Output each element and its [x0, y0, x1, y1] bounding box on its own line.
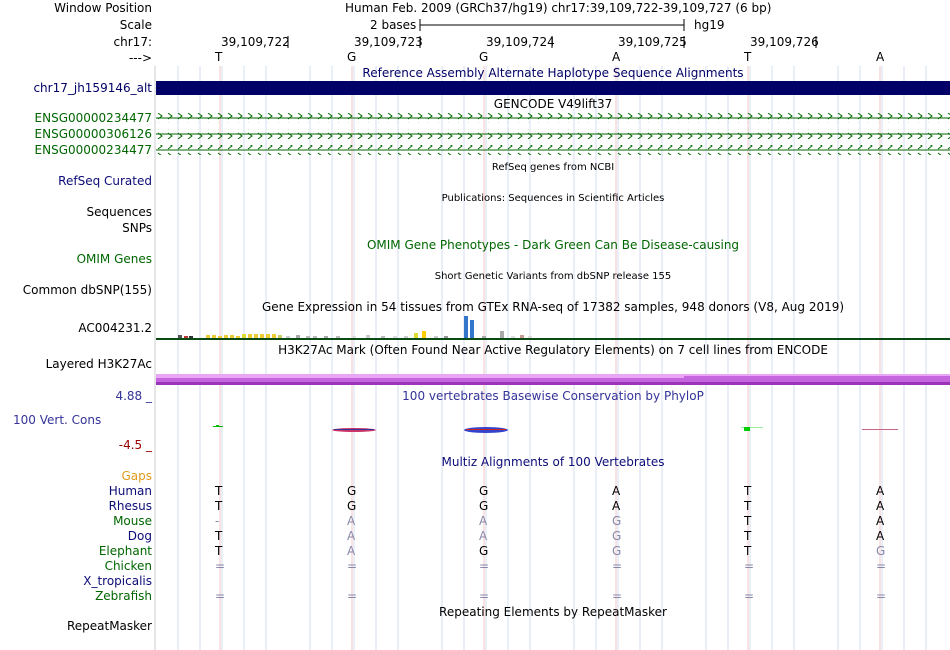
multiz-base: G	[612, 544, 622, 558]
gtex-expression-bars[interactable]	[156, 313, 950, 341]
dbsnp-track-title: Short Genetic Variants from dbSNP release 155	[434, 271, 672, 282]
multiz-base: =	[876, 559, 887, 573]
multiz-base: A	[612, 499, 621, 513]
chrom-label: chr17:	[113, 35, 152, 49]
multiz-base: =	[215, 589, 226, 603]
ref-base-1: T	[215, 50, 223, 64]
multiz-base: =	[347, 589, 358, 603]
multiz-base: =	[479, 589, 490, 603]
ruler-ticks	[0, 35, 950, 49]
publications-snps-label[interactable]: SNPs	[122, 221, 152, 235]
phylop-label[interactable]: 100 Vert. Cons	[13, 413, 102, 427]
ref-base-3: G	[479, 50, 489, 64]
refseq-track-title: RefSeq genes from NCBI	[491, 162, 615, 173]
gencode-item-label-3[interactable]: ENSG00000234477	[34, 143, 152, 157]
h3k27ac-signal[interactable]	[156, 372, 950, 386]
multiz-base: G	[876, 544, 886, 558]
omim-track-title: OMIM Gene Phenotypes - Dark Green Can Be Disease-causing	[366, 238, 740, 252]
gene-line-2	[156, 129, 950, 139]
repeatmasker-track-title: Repeating Elements by RepeatMasker	[439, 605, 667, 619]
multiz-base: A	[347, 529, 356, 543]
multiz-species-label[interactable]: Human	[108, 484, 152, 498]
multiz-base: A	[876, 514, 885, 528]
multiz-species-label[interactable]: Rhesus	[108, 499, 152, 513]
multiz-gaps-label[interactable]: Gaps	[121, 469, 152, 483]
multiz-base: T	[215, 544, 223, 558]
ruler-position-5: 39,109,726	[750, 35, 819, 49]
multiz-track-title: Multiz Alignments of 100 Vertebrates	[441, 455, 665, 469]
multiz-base: A	[612, 484, 621, 498]
multiz-base: G	[612, 514, 622, 528]
alt-haplo-item-label[interactable]: chr17_jh159146_alt	[33, 81, 152, 95]
ruler-position-1: 39,109,722	[221, 35, 290, 49]
multiz-base: =	[744, 559, 755, 573]
strand-label: --->	[128, 51, 152, 65]
ref-base-4: A	[612, 50, 621, 64]
multiz-base: =	[876, 589, 887, 603]
gtex-track-title: Gene Expression in 54 tissues from GTEx RNA-seq of 17382 samples, 948 donors (V8, Aug 2019)	[261, 300, 845, 314]
multiz-base: T	[744, 529, 752, 543]
multiz-base: =	[744, 589, 755, 603]
multiz-species-label[interactable]: Mouse	[113, 514, 152, 528]
scale-value: 2 bases	[370, 18, 417, 32]
ruler-position-3: 39,109,724	[486, 35, 555, 49]
multiz-base: G	[347, 484, 357, 498]
window-position-value: Human Feb. 2009 (GRCh37/hg19) chr17:39,109,722-39,109,727 (6 bp)	[345, 1, 772, 15]
window-position-label: Window Position	[54, 1, 152, 15]
phylop-wiggle[interactable]	[156, 420, 950, 440]
multiz-base: T	[744, 544, 752, 558]
repeatmasker-label[interactable]: RepeatMasker	[66, 619, 152, 633]
multiz-base: A	[347, 544, 356, 558]
ref-base-6: A	[876, 50, 885, 64]
phylop-min-label: -4.5 _	[118, 438, 152, 452]
multiz-base: A	[479, 529, 488, 543]
multiz-base: =	[347, 559, 358, 573]
multiz-base: -	[215, 514, 220, 528]
gtex-label[interactable]: AC004231.2	[78, 321, 152, 335]
multiz-base: A	[876, 499, 885, 513]
h3k27ac-track-title: H3K27Ac Mark (Often Found Near Active Regulatory Elements) on 7 cell lines from ENCODE	[278, 343, 828, 357]
gene-line-3	[156, 145, 950, 155]
ref-base-2: G	[347, 50, 357, 64]
multiz-base: G	[479, 484, 489, 498]
ref-base-5: T	[744, 50, 752, 64]
publications-sequences-label[interactable]: Sequences	[86, 205, 152, 219]
multiz-base: =	[215, 559, 226, 573]
multiz-base: T	[744, 514, 752, 528]
multiz-base: T	[215, 529, 223, 543]
gencode-item-label-1[interactable]: ENSG00000234477	[34, 111, 152, 125]
gencode-track-title: GENCODE V49lift37	[493, 97, 613, 111]
refseq-label[interactable]: RefSeq Curated	[58, 174, 152, 188]
gtex-tissue-bars	[178, 316, 532, 338]
multiz-base: =	[612, 559, 623, 573]
multiz-species-label[interactable]: Zebrafish	[95, 589, 152, 603]
gene-line-1	[156, 113, 950, 123]
multiz-base: T	[744, 499, 752, 513]
multiz-base: G	[347, 499, 357, 513]
multiz-base: =	[612, 589, 623, 603]
multiz-species-label[interactable]: Dog	[127, 529, 152, 543]
ruler-position-2: 39,109,723	[354, 35, 423, 49]
phylop-max-label: 4.88 _	[115, 389, 152, 403]
h3k27ac-label[interactable]: Layered H3K27Ac	[45, 357, 152, 371]
multiz-base: A	[347, 514, 356, 528]
omim-label[interactable]: OMIM Genes	[76, 252, 152, 266]
multiz-base: T	[215, 499, 223, 513]
multiz-base: G	[479, 499, 489, 513]
gencode-gene-lines[interactable]	[156, 111, 950, 159]
multiz-base: A	[876, 484, 885, 498]
multiz-species-label[interactable]: X_tropicalis	[83, 574, 152, 588]
publications-track-title: Publications: Sequences in Scientific Articles	[441, 193, 665, 204]
multiz-base: =	[479, 559, 490, 573]
scale-assembly: hg19	[694, 18, 725, 32]
multiz-species-label[interactable]: Chicken	[104, 559, 152, 573]
multiz-base: T	[744, 484, 752, 498]
scale-bar	[418, 17, 688, 33]
ruler-position-4: 39,109,725	[618, 35, 687, 49]
phylop-track-title: 100 vertebrates Basewise Conservation by PhyloP	[402, 389, 704, 403]
scale-label: Scale	[119, 18, 152, 32]
alt-haplo-track-title: Reference Assembly Alternate Haplotype Sequence Alignments	[362, 66, 744, 80]
gencode-item-label-2[interactable]: ENSG00000306126	[34, 127, 152, 141]
alt-haplo-feature-bar[interactable]	[156, 81, 950, 95]
dbsnp-label[interactable]: Common dbSNP(155)	[22, 283, 152, 297]
multiz-base: A	[479, 514, 488, 528]
multiz-base: G	[479, 544, 489, 558]
multiz-base: G	[612, 529, 622, 543]
multiz-species-label[interactable]: Elephant	[98, 544, 152, 558]
multiz-base: A	[876, 529, 885, 543]
multiz-base: T	[215, 484, 223, 498]
